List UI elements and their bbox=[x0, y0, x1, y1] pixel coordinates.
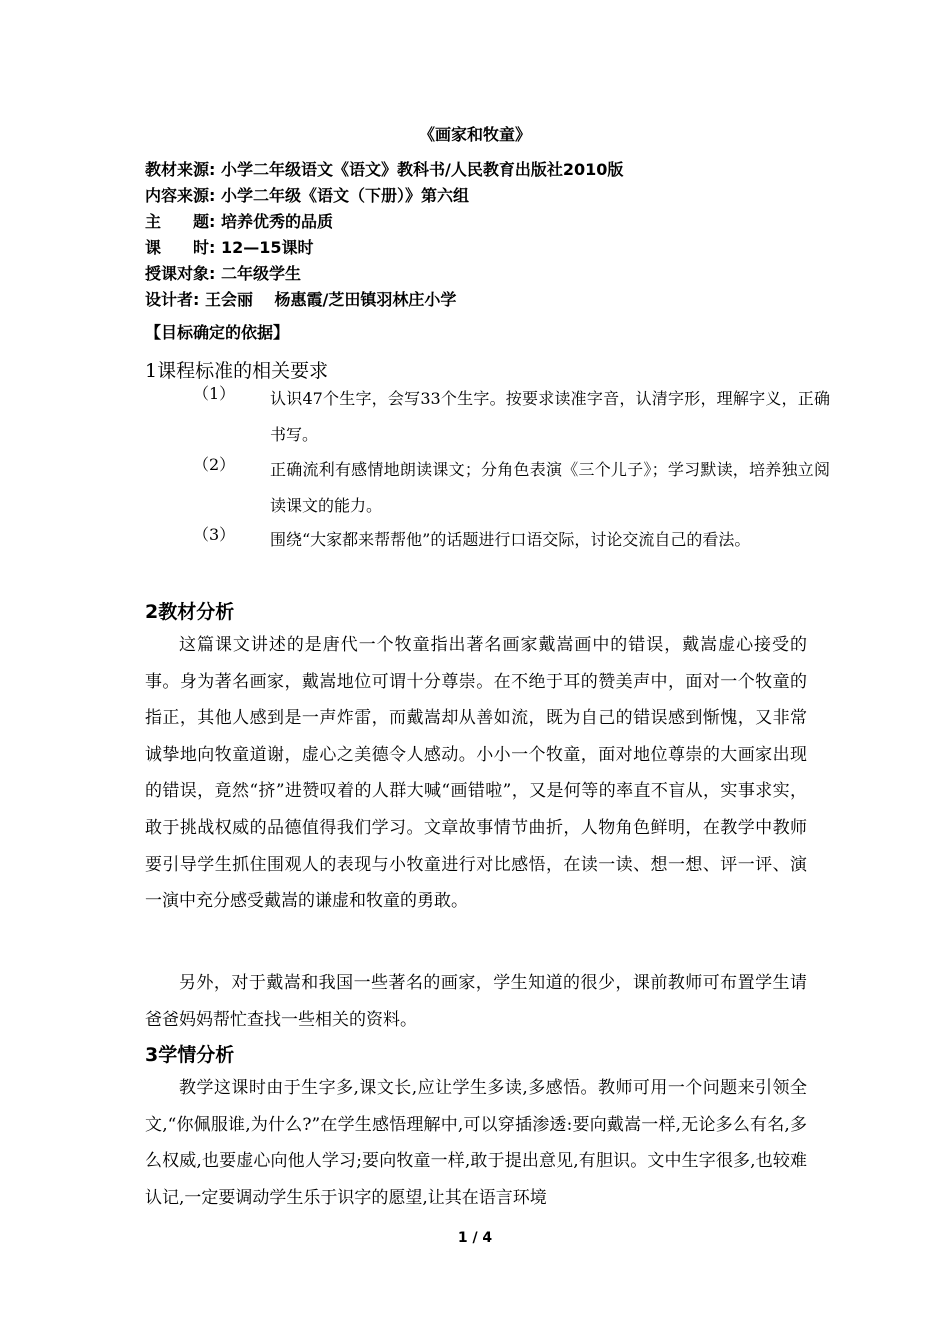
learner-analysis-paragraph: 教学这课时由于生字多,课文长,应让学生多读,多感悟。教师可用一个问题来引领全文,“你佩服谁,为什么?”在学生感悟理解中,可以穿插渗透:要向戴嵩一样,无论多么有名,多么权威,也要虚心向他人学习;要向牧童一样,敢于提出意见,有胆识。文中生字很多,也较难认记,一定要调动学生乐于识字的愿望,让其在语言环境 bbox=[145, 1078, 807, 1208]
meta-value: 小学二年级《语文（下册）》第六组 bbox=[220, 186, 469, 205]
requirement-number: （2） bbox=[193, 455, 236, 474]
metadata-block bbox=[145, 157, 825, 313]
section-heading-textbook: 2教材分析 bbox=[145, 601, 235, 623]
meta-label: 课 时: bbox=[145, 238, 216, 257]
meta-value: 培养优秀的品质 bbox=[220, 212, 333, 231]
meta-value: 12—15课时 bbox=[220, 238, 314, 257]
meta-label: 内容来源: bbox=[145, 186, 216, 205]
requirement-number: （1） bbox=[193, 384, 236, 403]
meta-hours bbox=[145, 235, 825, 261]
meta-label: 主 题: bbox=[145, 212, 216, 231]
page-number: 1 / 4 bbox=[457, 1230, 493, 1246]
section-heading-standards: 1课程标准的相关要求 bbox=[145, 360, 329, 382]
meta-theme bbox=[145, 209, 825, 235]
requirement-number: （3） bbox=[193, 525, 236, 544]
meta-source bbox=[145, 157, 825, 183]
document-title: 《画家和牧童》 bbox=[418, 125, 531, 144]
textbook-analysis-paragraph: 另外，对于戴嵩和我国一些著名的画家，学生知道的很少，课前教师可布置学生请爸爸妈妈帮忙查找一些相关的资料。 bbox=[145, 973, 807, 1030]
requirement-text: 正确流利有感情地朗读课文；分角色表演《三个儿子》；学习默读，培养独立阅读课文的能力。 bbox=[270, 460, 830, 515]
meta-designer bbox=[145, 287, 825, 313]
requirement-text: 认识47个生字，会写33个生字。按要求读准字音，认清字形，理解字义，正确书写。 bbox=[270, 389, 830, 444]
meta-content bbox=[145, 183, 825, 209]
meta-value: 小学二年级语文《语文》教科书/人民教育出版社2010版 bbox=[220, 160, 624, 179]
meta-label: 设计者: bbox=[145, 290, 200, 309]
basis-heading: 【目标确定的依据】 bbox=[145, 323, 290, 342]
meta-value: 二年级学生 bbox=[220, 264, 301, 283]
meta-label: 教材来源: bbox=[145, 160, 216, 179]
textbook-analysis-paragraph: 这篇课文讲述的是唐代一个牧童指出著名画家戴嵩画中的错误，戴嵩虚心接受的事。身为著名画家，戴嵩地位可谓十分尊崇。在不绝于耳的赞美声中，面对一个牧童的指正，其他人感到是一声炸雷，而戴嵩却从善如流，既为自己的错误感到惭愧，又非常诚挚地向牧童道谢，虚心之美德令人感动。小小一个牧童，面对地位尊崇的大画家出现的错误，竟然“挤”进赞叹着的人群大喊“画错啦”，又是何等的率直不盲从，实事求实，敢于挑战权威的品德值得我们学习。文章故事情节曲折，人物角色鲜明，在教学中教师要引导学生抓住围观人的表现与小牧童进行对比感悟，在读一读、想一想、评一评、演一演中充分感受戴嵩的谦虚和牧童的勇敢。 bbox=[145, 635, 807, 912]
requirement-text: 围绕“大家都来帮帮他”的话题进行口语交际，讨论交流自己的看法。 bbox=[270, 530, 751, 549]
meta-label: 授课对象: bbox=[145, 264, 216, 283]
section-heading-learners: 3学情分析 bbox=[145, 1044, 235, 1066]
meta-audience bbox=[145, 261, 825, 287]
meta-value: 王会丽 杨惠霞/芝田镇羽林庄小学 bbox=[204, 290, 457, 309]
